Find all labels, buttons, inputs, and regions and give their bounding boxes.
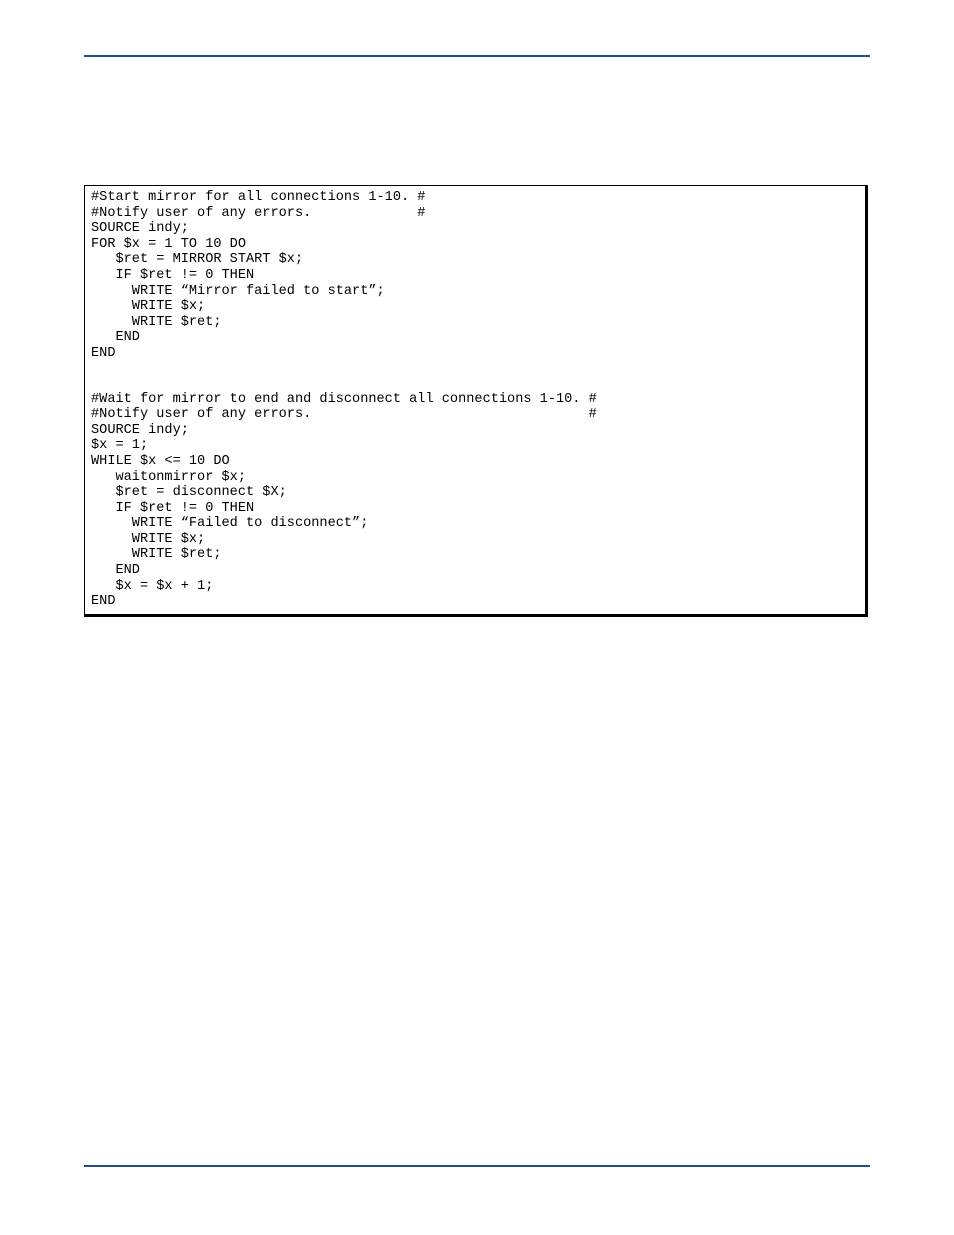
code-line: IF $ret != 0 THEN <box>91 500 255 516</box>
footer-rule <box>84 1165 870 1167</box>
code-example-box <box>84 185 868 617</box>
code-line: $x = $x + 1; <box>91 578 214 594</box>
code-line: SOURCE indy; <box>91 221 189 237</box>
code-line: waitonmirror $x; <box>91 469 246 485</box>
code-line: IF $ret != 0 THEN <box>91 267 255 283</box>
code-line: WRITE $x; <box>91 299 206 315</box>
code-line: WRITE “Failed to disconnect”; <box>91 516 369 532</box>
code-line: WHILE $x <= 10 DO <box>91 453 230 469</box>
code-line: WRITE $ret; <box>91 314 222 330</box>
code-line: #Notify user of any errors. # <box>91 205 426 221</box>
code-line: END <box>91 330 140 346</box>
code-line: WRITE $ret; <box>91 547 222 563</box>
code-spacer <box>91 362 865 392</box>
code-line: $ret = MIRROR START $x; <box>91 252 304 268</box>
code-line: WRITE “Mirror failed to start”; <box>91 283 385 299</box>
code-line: #Notify user of any errors. # <box>91 407 597 423</box>
header-rule <box>84 55 870 57</box>
code-line: WRITE $x; <box>91 531 206 547</box>
code-line: END <box>91 345 116 361</box>
code-block-start-mirror <box>91 190 865 362</box>
code-line: FOR $x = 1 TO 10 DO <box>91 236 246 252</box>
code-line: #Wait for mirror to end and disconnect all connections 1-10. # <box>91 391 597 407</box>
code-line: SOURCE indy; <box>91 422 189 438</box>
code-line: END <box>91 594 116 610</box>
code-block-wait-disconnect <box>91 392 865 610</box>
code-line: $x = 1; <box>91 438 149 454</box>
code-line: END <box>91 563 140 579</box>
code-line: #Start mirror for all connections 1-10. # <box>91 190 426 205</box>
code-line: $ret = disconnect $X; <box>91 485 287 501</box>
